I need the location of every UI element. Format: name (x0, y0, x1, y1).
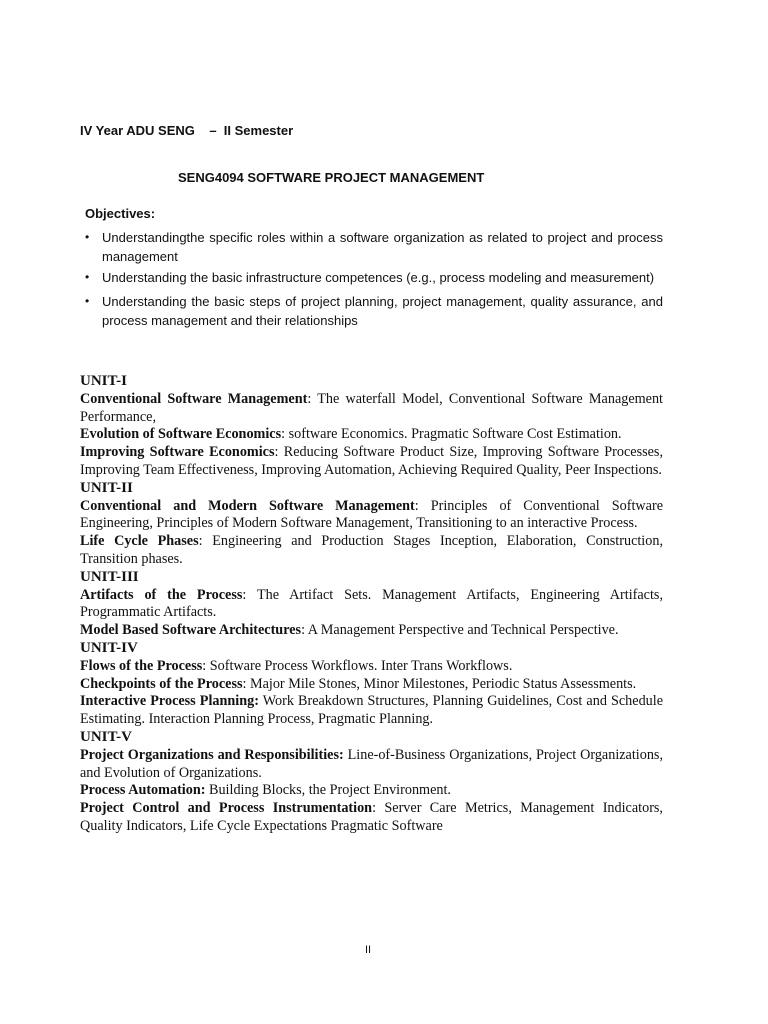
topic-title: Project Control and Process Instrumentation (80, 800, 373, 817)
topic-title: Artifacts of the Process (80, 586, 243, 603)
objective-text: Understanding the basic steps of project planning, project management, quality assurance, and process management and their relationships (102, 294, 663, 328)
objective-text: Understandingthe specific roles within a software organization as related to project and process management (102, 230, 663, 264)
course-title: SENG4094 SOFTWARE PROJECT MANAGEMENT (178, 170, 485, 185)
topic-title: Interactive Process Planning: (80, 693, 259, 710)
topic-text: : The Artifact Sets. Management Artifacts, Engineering Artifacts, Programmatic Artifacts. (80, 586, 663, 621)
objectives-list (85, 228, 663, 332)
page-number: II (365, 944, 372, 956)
topic (80, 426, 663, 444)
unit-heading: UNIT-III (80, 568, 139, 585)
topic-text: : software Economics. Pragmatic Software Cost Estimation. (281, 426, 622, 443)
topic (80, 800, 663, 836)
topic-title: Project Organizations and Responsibilities: (80, 746, 344, 763)
topic-title: Model Based Software Architectures (80, 622, 302, 639)
bullet-icon: • (85, 270, 90, 284)
topic-text: : Software Process Workflows. Inter Trans Workflows. (202, 657, 513, 674)
topic-text: : Reducing Software Product Size, Improving Software Processes, Improving Team Effectiveness, Improving Automation, Achieving Required Quality, Peer Inspections. (80, 444, 663, 478)
topic-text: : Engineering and Production Stages Inception, Elaboration, Construction, Transition phases. (80, 533, 663, 567)
topic-title: Process Automation: (80, 782, 206, 799)
topic-text: Building Blocks, the Project Environment. (205, 782, 451, 799)
unit-heading: UNIT-I (80, 373, 127, 389)
topic (80, 658, 663, 676)
topic (80, 444, 663, 480)
topic (80, 676, 663, 694)
bullet-icon: • (85, 230, 90, 244)
objective-item (85, 228, 663, 266)
objective-text: Understanding the basic infrastructure competences (e.g., process modeling and measurement) (102, 270, 655, 285)
topic (80, 587, 663, 623)
topic-text: : Principles of Conventional Software Engineering, Principles of Modern Software Management, Transitioning to an interactive Process. (80, 497, 663, 532)
syllabus-content (80, 373, 663, 836)
topic-text: : Server Care Metrics, Management Indicators, Quality Indicators, Life Cycle Expectations Pragmatic Software (80, 800, 663, 834)
objective-item (85, 268, 663, 287)
unit-heading: UNIT-IV (80, 639, 138, 656)
topic-title: Checkpoints of the Process (80, 675, 243, 692)
topic (80, 533, 663, 569)
topic-title: Improving Software Economics (80, 444, 275, 461)
topic (80, 747, 663, 783)
topic-text: : A Management Perspective and Technical Perspective. (301, 622, 619, 639)
topic (80, 693, 663, 729)
bullet-icon: • (85, 294, 90, 308)
unit-heading: UNIT-II (80, 479, 133, 496)
topic-title: Flows of the Process (80, 657, 203, 674)
unit-heading: UNIT-V (80, 728, 132, 745)
header-line: IV Year ADU SENG – II Semester (80, 123, 294, 138)
topic-text: : The waterfall Model, Conventional Software Management Performance, (80, 390, 663, 425)
topic-text: Work Breakdown Structures, Planning Guidelines, Cost and Schedule Estimating. Interaction Planning Process, Pragmatic Planning. (80, 693, 664, 728)
topic (80, 782, 663, 800)
topic-title: Evolution of Software Economics (80, 426, 282, 443)
topic-text: Line-of-Business Organizations, Project Organizations, and Evolution of Organizations. (80, 746, 663, 781)
topic-title: Conventional Software Management (80, 390, 308, 407)
objective-item (85, 292, 663, 330)
topic-text: : Major Mile Stones, Minor Milestones, Periodic Status Assessments. (242, 675, 637, 692)
topic-title: Life Cycle Phases (80, 533, 199, 550)
topic (80, 498, 663, 534)
topic-title: Conventional and Modern Software Management (80, 497, 415, 514)
topic (80, 391, 663, 427)
objectives-heading: Objectives: (85, 206, 156, 221)
topic (80, 622, 663, 640)
